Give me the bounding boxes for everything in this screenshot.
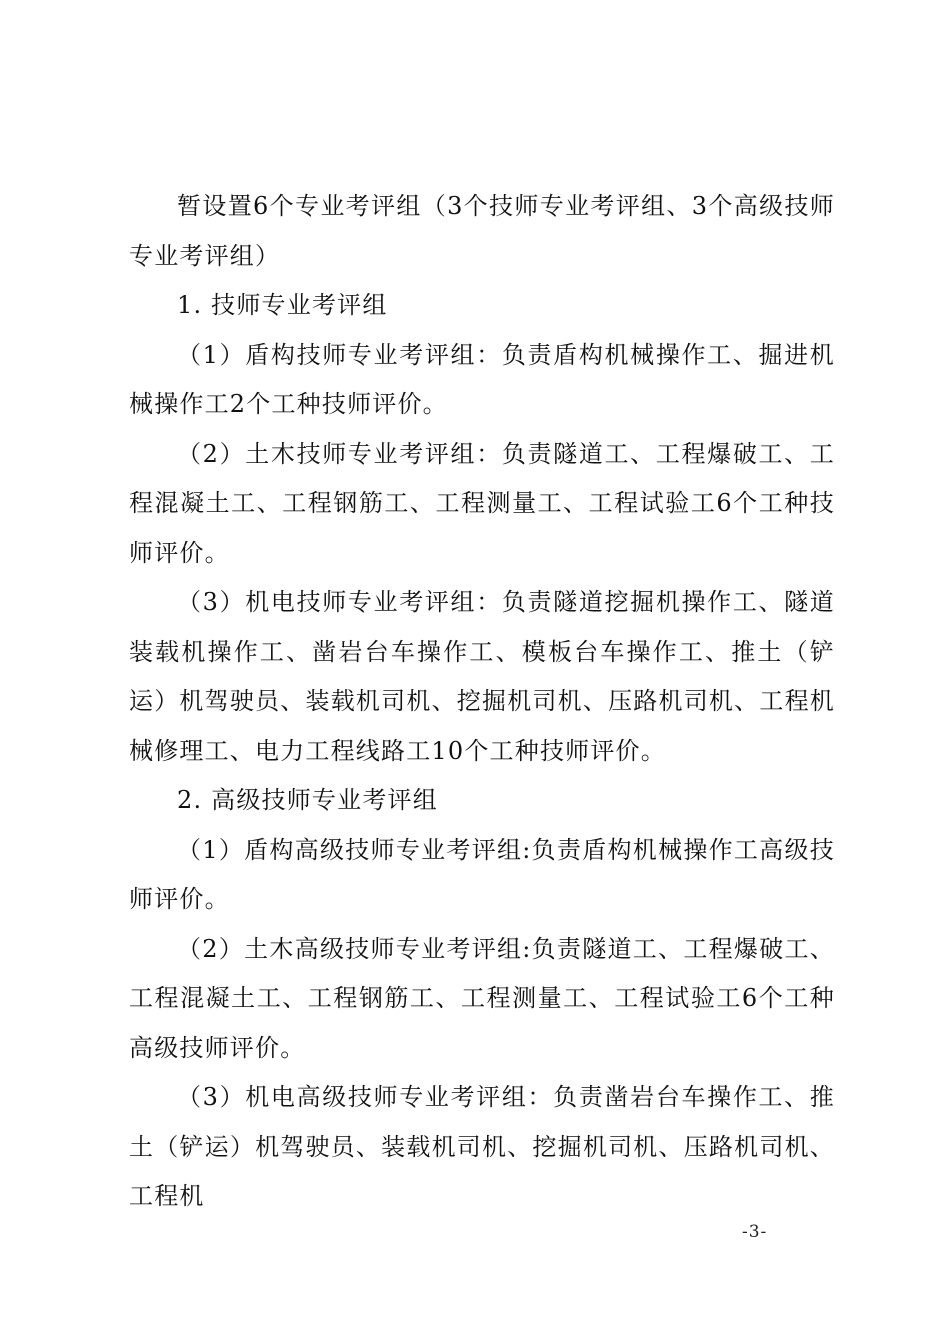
list-item-electromechanical-senior-technician: （3）机电高级技师专业考评组：负责凿岩台车操作工、推土（铲运）机驾驶员、装载机司机、挖掘机司机、压路机司机、工程机 — [129, 1083, 835, 1210]
page-number: -3- — [742, 1222, 768, 1242]
section-heading-senior-technician: 2. 高级技师专业考评组 — [177, 786, 438, 814]
intro-paragraph: 暂设置6个专业考评组（3个技师专业考评组、3个高级技师专业考评组） — [129, 192, 835, 270]
list-item-civil-senior-technician: （2）土木高级技师专业考评组:负责隧道工、工程爆破工、工程混凝土工、工程钢筋工、工程测量工、工程试验工6个工种高级技师评价。 — [129, 934, 835, 1062]
list-item-shield-technician: （1）盾构技师专业考评组：负责盾构机械操作工、掘进机械操作工2个工种技师评价。 — [129, 340, 835, 418]
list-item-shield-senior-technician: （1）盾构高级技师专业考评组:负责盾构机械操作工高级技师评价。 — [129, 835, 835, 913]
list-item-electromechanical-technician: （3）机电技师专业考评组：负责隧道挖掘机操作工、隧道装载机操作工、凿岩台车操作工、模板台车操作工、推土（铲运）机驾驶员、装载机司机、挖掘机司机、压路机司机、工程机械修理工、电力工程线路工10个工种技师评价。 — [129, 588, 835, 765]
section-heading-technician: 1. 技师专业考评组 — [177, 291, 388, 319]
list-item-civil-technician: （2）土木技师专业考评组：负责隧道工、工程爆破工、工程混凝土工、工程钢筋工、工程测量工、工程试验工6个工种技师评价。 — [129, 439, 835, 567]
document-body — [129, 182, 835, 1222]
